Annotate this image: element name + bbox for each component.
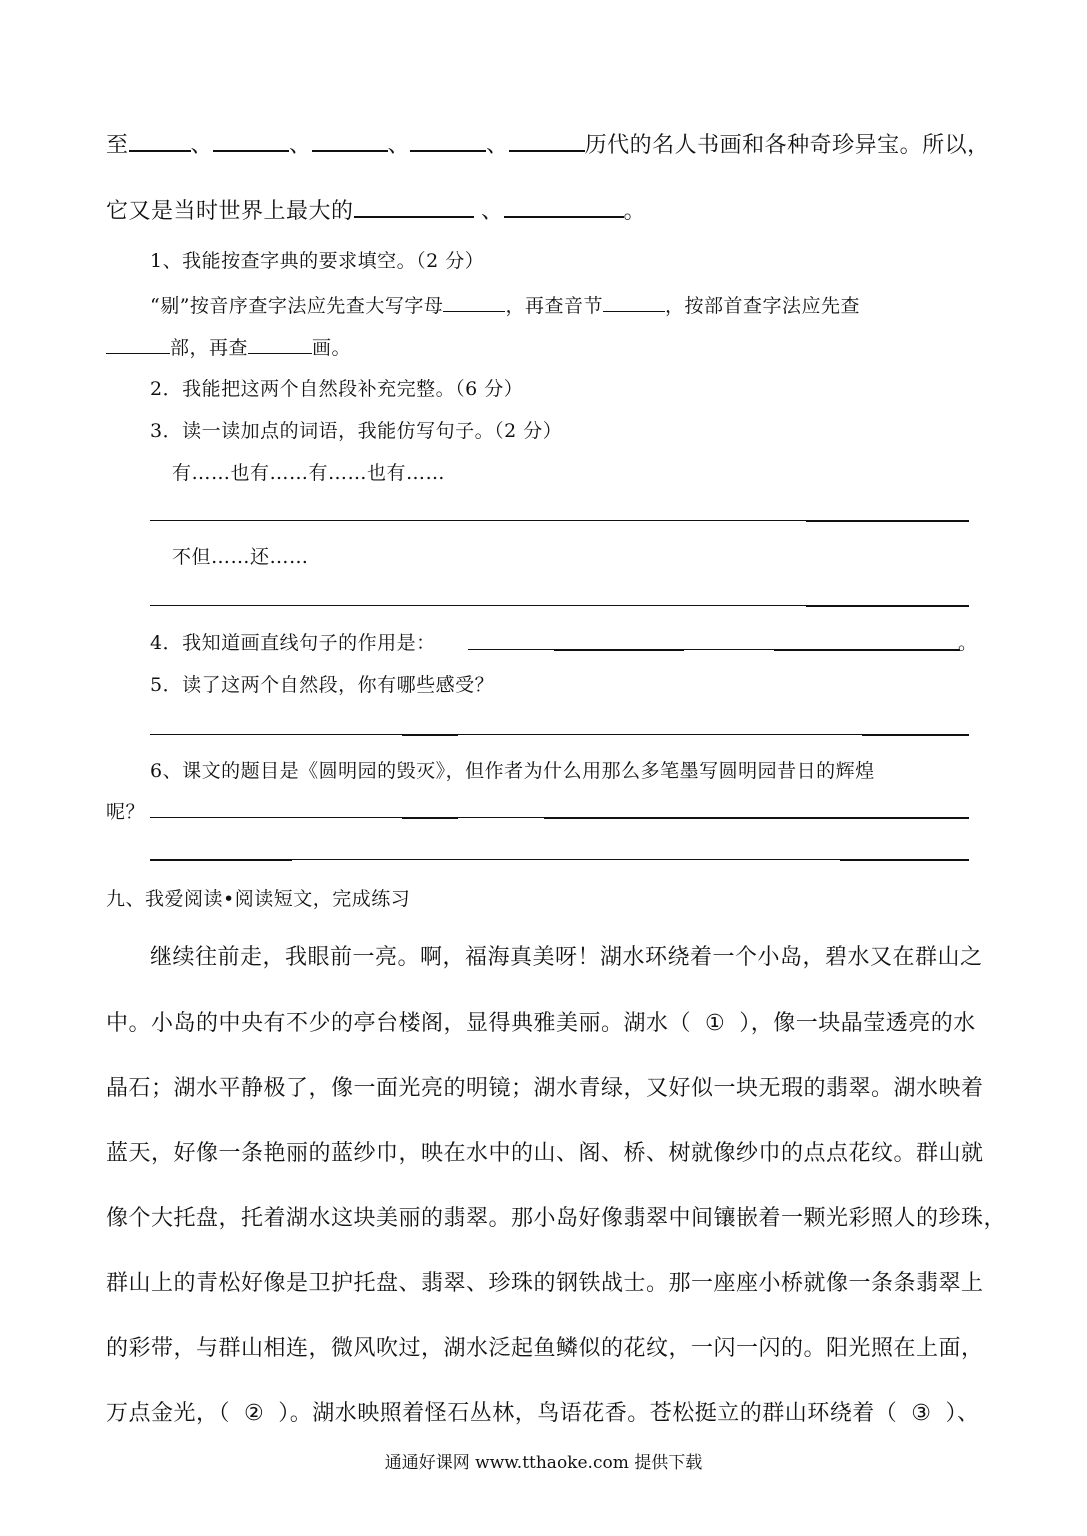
passage-text: ）、 xyxy=(945,1401,980,1426)
answer-line[interactable] xyxy=(554,649,684,651)
answer-line[interactable] xyxy=(774,649,960,651)
blank[interactable] xyxy=(443,290,505,312)
paragraph-line-1 xyxy=(106,126,990,159)
text-start: 它又是当时世界上最大的 xyxy=(106,199,354,225)
q1-text: 部，再查 xyxy=(170,336,249,359)
text-end: 历代的名人书画和各种奇珍异宝。所以， xyxy=(584,133,990,159)
passage-line: 蓝天，好像一条艳丽的蓝纱巾，映在水中的山、阁、桥、树就像纱巾的点点花纹。群山就 xyxy=(106,1141,984,1166)
answer-line[interactable] xyxy=(544,817,969,819)
answer-line[interactable] xyxy=(402,734,458,736)
answer-line[interactable] xyxy=(468,649,554,650)
separator: 、 xyxy=(473,199,504,225)
answer-line[interactable] xyxy=(806,605,969,607)
separator: 、 xyxy=(289,133,312,159)
answer-line[interactable] xyxy=(684,649,774,650)
answer-line[interactable] xyxy=(402,817,458,819)
q3-title: 3．读一读加点的词语，我能仿写句子。（2 分） xyxy=(150,420,563,442)
q1-text: 画。 xyxy=(312,336,352,359)
passage-line: 继续往前走，我眼前一亮。啊，福海真美呀！湖水环绕着一个小岛，碧水又在群山之 xyxy=(150,945,983,970)
blank[interactable] xyxy=(354,192,474,218)
paragraph-line-2 xyxy=(106,192,646,225)
circled-number-2: ② xyxy=(244,1401,265,1426)
q1-title: 1、我能按查字典的要求填空。（2 分） xyxy=(150,250,485,272)
answer-line[interactable] xyxy=(150,734,402,735)
answer-line[interactable] xyxy=(862,734,969,736)
blank[interactable] xyxy=(603,290,665,312)
q1-line-b xyxy=(106,332,351,360)
q4-end: 。 xyxy=(958,632,978,654)
blank[interactable] xyxy=(509,126,585,152)
passage-line xyxy=(106,1396,980,1427)
blank[interactable] xyxy=(213,126,289,152)
blank[interactable] xyxy=(410,126,486,152)
answer-line[interactable] xyxy=(458,734,862,735)
circled-number-1: ① xyxy=(705,1011,726,1036)
answer-line[interactable] xyxy=(292,859,840,860)
q1-text: ，再查音节 xyxy=(505,294,603,317)
blank[interactable] xyxy=(504,192,624,218)
circled-number-3: ③ xyxy=(911,1401,932,1426)
separator: 、 xyxy=(387,133,411,159)
answer-line[interactable] xyxy=(150,817,402,818)
separator: 、 xyxy=(486,133,509,159)
answer-line[interactable] xyxy=(150,859,292,861)
text-end: 。 xyxy=(623,199,647,225)
answer-line[interactable] xyxy=(840,859,969,861)
q5-text: 5．读了这两个自然段，你有哪些感受？ xyxy=(150,674,495,696)
section-9-heading: 九、我爱阅读•阅读短文，完成练习 xyxy=(106,888,411,910)
blank[interactable] xyxy=(129,126,191,152)
q1-text: ，按部首查字法应先查 xyxy=(664,294,860,317)
separator: 、 xyxy=(190,133,214,159)
passage-line: 晶石；湖水平静极了，像一面光亮的明镜；湖水青绿，又好似一块无瑕的翡翠。湖水映着 xyxy=(106,1076,984,1101)
q3-pattern-1: 有……也有……有……也有…… xyxy=(172,462,446,484)
blank[interactable] xyxy=(312,126,388,152)
text-start: 至 xyxy=(106,133,129,159)
q1-text: “剔”按音序查字法应先查大写字母 xyxy=(150,294,444,317)
q1-line-a xyxy=(150,290,860,318)
answer-line[interactable] xyxy=(806,520,969,522)
blank[interactable] xyxy=(248,332,312,354)
passage-text: 中。小岛的中央有不少的亭台楼阁，显得典雅美丽。湖水（ xyxy=(106,1011,692,1036)
page-footer: 通通好课网 www.tthaoke.com 提供下载 xyxy=(384,1453,703,1473)
q6-line-2: 呢？ xyxy=(106,801,146,823)
passage-text: 万点金光，（ xyxy=(106,1401,231,1426)
q3-pattern-2: 不但……还…… xyxy=(172,546,309,568)
passage-line: 的彩带，与群山相连，微风吹过，湖水泛起鱼鳞似的花纹，一闪一闪的。阳光照在上面， xyxy=(106,1336,984,1361)
answer-line[interactable] xyxy=(150,520,806,521)
answer-line[interactable] xyxy=(150,605,806,606)
answer-line[interactable] xyxy=(458,817,544,818)
passage-text: ）。湖水映照着怪石丛林，鸟语花香。苍松挺立的群山环绕着（ xyxy=(278,1401,898,1426)
passage-line xyxy=(106,1006,976,1037)
q2-title: 2．我能把这两个自然段补充完整。（6 分） xyxy=(150,378,524,400)
q6-line-1: 6、课文的题目是《圆明园的毁灭》，但作者为什么用那么多笔墨写圆明园昔日的辉煌 xyxy=(150,760,875,782)
passage-text: ），像一块晶莹透亮的水 xyxy=(739,1011,976,1036)
passage-line: 群山上的青松好像是卫护托盘、翡翠、珍珠的钢铁战士。那一座座小桥就像一条条翡翠上 xyxy=(106,1271,984,1296)
passage-line: 像个大托盘，托着湖水这块美丽的翡翠。那小岛好像翡翠中间镶嵌着一颗光彩照人的珍珠， xyxy=(106,1206,1007,1231)
q4-text: 4．我知道画直线句子的作用是： xyxy=(150,632,436,654)
blank[interactable] xyxy=(106,332,170,354)
